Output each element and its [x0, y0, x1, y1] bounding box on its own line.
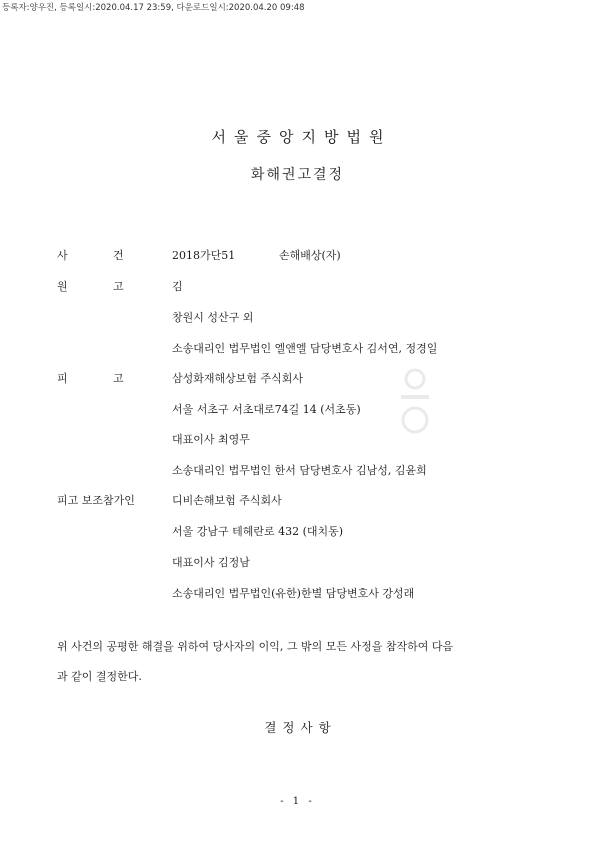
plaintiff-name: 김	[172, 280, 183, 293]
document-title: 화해권고결정	[250, 167, 345, 183]
defendant-label-b: 고	[113, 372, 124, 385]
body-line-1: 위 사건의 공평한 해결을 위하여 당사자의 이익, 그 밖의 모든 사정을 참작하여 다음	[57, 640, 454, 653]
case-name: 손해배상(자)	[279, 249, 341, 262]
body-line-2: 과 같이 결정한다.	[57, 670, 142, 683]
court-name: 서울중앙지방법원	[211, 128, 392, 146]
defendant-representative: 대표이사 최영무	[172, 433, 250, 446]
defendant-counsel: 소송대리인 법무법인 한서 담당변호사 김남성, 김윤희	[172, 464, 427, 477]
defendant-label-a: 피	[57, 372, 68, 385]
case-label-b: 건	[113, 249, 124, 262]
intervenor-address: 서울 강남구 테헤란로 432 (대치동)	[172, 525, 344, 538]
plaintiff-address: 창원시 성산구 외	[172, 311, 254, 324]
plaintiff-counsel: 소송대리인 법무법인 엘앤엘 담당변호사 김서연, 정경일	[172, 342, 438, 355]
download-info-header: 등록자:양우진, 등록일시:2020.04.17 23:59, 다운로드일시:2020.04.20 09:48	[2, 3, 305, 13]
intervenor-label: 피고 보조참가인	[57, 494, 135, 507]
defendant-address: 서울 서초구 서초대로74길 14 (서초동)	[172, 403, 361, 416]
case-label-a: 사	[57, 249, 68, 262]
plaintiff-label-a: 원	[57, 280, 68, 293]
page-number: - 1 -	[280, 796, 315, 807]
intervenor-name: 디비손해보험 주식회사	[172, 494, 282, 507]
defendant-name: 삼성화재해상보험 주식회사	[172, 372, 304, 385]
intervenor-representative: 대표이사 김정남	[172, 556, 250, 569]
court-seal-watermark	[395, 365, 435, 445]
intervenor-counsel: 소송대리인 법무법인(유한)한별 담당변호사 강성래	[172, 587, 415, 600]
case-number: 2018가단51	[172, 249, 236, 262]
plaintiff-label-b: 고	[113, 280, 124, 293]
section-title: 결정사항	[264, 720, 337, 735]
